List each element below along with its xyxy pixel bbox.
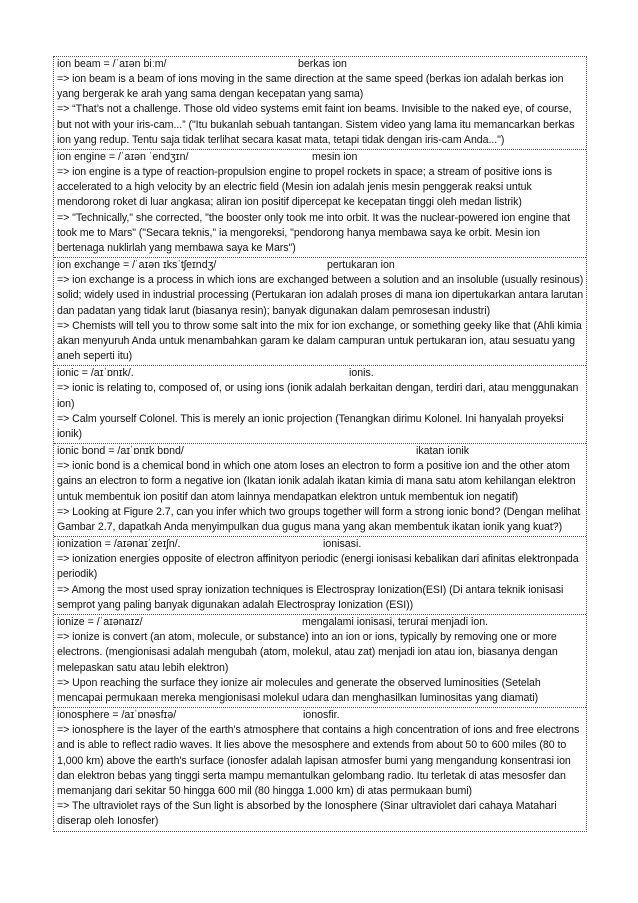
entry-definition: => ionic bond is a chemical bond in which one atom loses an electron to form a positive ion and the other atom gains an electron to form a negative ion (Ikatan ionik adalah ikatan kimia di mana satu atom kehilangan elektron untuk membentuk ion positif dan atom lainnya mendapatkan elektron untuk membentuk ion negatif) <box>57 460 576 503</box>
entry-example: => Upon reaching the surface they ionize air molecules and generate the observed luminosities (Setelah mencapai permukaan mereka mengionisasi molekul udara dan menghasilkan luminositas yang diamati) <box>57 676 541 704</box>
entry-term: ion engine = /ˈaɪən ˈendʒɪn/ <box>57 151 189 164</box>
entry-example: => The ultraviolet rays of the Sun light is absorbed by the Ionosphere (Sinar ultraviolet dari cahaya Matahari diserap oleh Ionosfer) <box>57 800 557 828</box>
entry-definition: => ionize is convert (an atom, molecule, or substance) into an ion or ions, typically by removing one or more electrons. (mengionisasi adalah mengubah (atom, molekul, atau zat) menjadi ion atau ion, biasanya dengan melepaskan satu atau lebih elektron) <box>57 631 558 674</box>
entry-term: ionization = /aɪənaɪˈzeɪʃn/. <box>57 538 181 551</box>
glossary-entry <box>54 708 586 830</box>
entry-translation: mesin ion <box>312 151 358 164</box>
entry-definition: => ionic is relating to, composed of, or using ions (ionik adalah berkaitan dengan, terdiri dari, atau menggunakan ion) <box>57 382 579 410</box>
entry-translation: ionisasi. <box>323 538 362 551</box>
entry-translation: ionis. <box>349 367 374 380</box>
headword-line <box>57 444 584 459</box>
glossary-entry <box>54 444 586 537</box>
glossary-entry <box>54 615 586 708</box>
entry-term: ion exchange = /ˈaɪən ɪksˈtʃeɪndʒ/ <box>57 259 217 272</box>
headword-line <box>57 57 584 72</box>
entry-example: => "Technically," she corrected, "the booster only took me into orbit. It was the nuclear-powered ion engine that took me to Mars" ("Secara teknis," ia mengoreksi, "pendorong hanya membawa saya ke orbit. Mesin ion bertenaga nuklirlah yang membawa saya ke Mars") <box>57 211 571 255</box>
entry-definition: => ion exchange is a process in which ions are exchanged between a solution and an insoluble (usually resinous) solid; widely used in industrial processing (Pertukaran ion adalah proses di mana ion dipertukarkan antara larutan dan padatan yang tidak larut (biasanya resin); banyak digunakan dalam pemrosesan industri) <box>57 274 584 317</box>
headword-line <box>57 708 584 723</box>
glossary-entry <box>54 258 586 366</box>
entry-term: ionosphere = /aɪˈɒnəsfɪə/ <box>57 709 177 722</box>
glossary-entry <box>54 366 586 444</box>
entry-translation: pertukaran ion <box>327 259 395 272</box>
entry-definition: => ionization energies opposite of electron affinityon periodic (energi ionisasi kebalikan dari afinitas elektronpada periodik) <box>57 553 579 581</box>
entry-term: ionic = /aɪˈɒnɪk/. <box>57 367 134 380</box>
glossary-document <box>53 56 587 832</box>
entry-translation: ionosfir. <box>303 709 340 722</box>
headword-line <box>57 615 584 630</box>
entry-example: => Calm yourself Colonel. This is merely an ionic projection (Tenangkan dirimu Kolonel. Ini hanyalah proyeksi ionik) <box>57 412 564 441</box>
entry-term: ionize = /ˈaɪənaɪz/ <box>57 616 143 629</box>
entry-example: => Among the most used spray ionization techniques is Electrospray Ionization(ESI) (Di antara teknik ionisasi semprot yang paling banyak digunakan adalah Electrospray Ionization (ESI)) <box>57 583 564 611</box>
entry-definition: => ionosphere is the layer of the earth's atmosphere that contains a high concentration of ions and free electrons and is able to reflect radio waves. It lies above the mesosphere and extends from about 50 to 600 miles (80 to 1,000 km) above the earth's surface (ionosfer adalah lapisan atmosfer bumi yang mengandung konsentrasi ion dan elektron bebas yang tinggi serta mampu memantulkan gelombang radio. Itu terletak di atas mesosfer dan memanjang dari sekitar 50 hingga 600 mil (80 hingga 1.000 km) di atas permukaan bumi) <box>57 724 580 797</box>
headword-line <box>57 366 584 381</box>
entry-definition: => ion beam is a beam of ions moving in the same direction at the same speed (berkas ion adalah berkas ion yang bergerak ke arah yang sama dengan kecepatan yang sama) <box>57 73 564 101</box>
glossary-entry <box>54 150 586 258</box>
entry-term: ion beam = /ˈaɪən biːm/ <box>57 58 167 70</box>
headword-line <box>57 258 584 273</box>
headword-line <box>57 150 584 165</box>
entry-definition: => ion engine is a type of reaction-propulsion engine to propel rockets in space; a stream of positive ions is accelerated to a high velocity by an electric field (Mesin ion adalah jenis mesin penggerak reaksi untuk mendorong roket di luar angkasa; aliran ion positif dipercepat ke kecepatan tinggi oleh medan listrik) <box>57 166 553 209</box>
entry-example: => Chemists will tell you to throw some salt into the mix for ion exchange, or something geeky like that (Ahli kimia akan menyuruh Anda untuk menambahkan garam ke dalam campuran untuk pertukaran ion, atau sesuatu yang aneh seperti itu) <box>57 319 582 363</box>
glossary-entry <box>54 57 586 150</box>
entry-translation: ikatan ionik <box>416 445 469 458</box>
entry-term: ionic bond = /aɪˈɒnɪk bɒnd/ <box>57 445 184 458</box>
glossary-entry <box>54 537 586 615</box>
entry-translation: berkas ion <box>298 58 347 70</box>
entry-example: => “That’s not a challenge. Those old video systems emit faint ion beams. Invisible to the naked eye, of course, but not with your iris-cam...” ("Itu bukanlah sebuah tantangan. Sistem video yang lama itu memancarkan berkas ion yang redup. Tentu saja tidak terlihat secara kasat mata, tetapi tidak dengan iris-cam Anda...") <box>57 103 575 146</box>
entry-example: => Looking at Figure 2.7, can you infer which two groups together will form a strong ionic bond? (Dengan melihat Gambar 2.7, dapatkah Anda menyimpulkan dua gugus mana yang akan membentuk ikatan ionik yang kuat?) <box>57 505 581 534</box>
entry-translation: mengalami ionisasi, terurai menjadi ion. <box>302 616 489 629</box>
headword-line <box>57 537 584 552</box>
